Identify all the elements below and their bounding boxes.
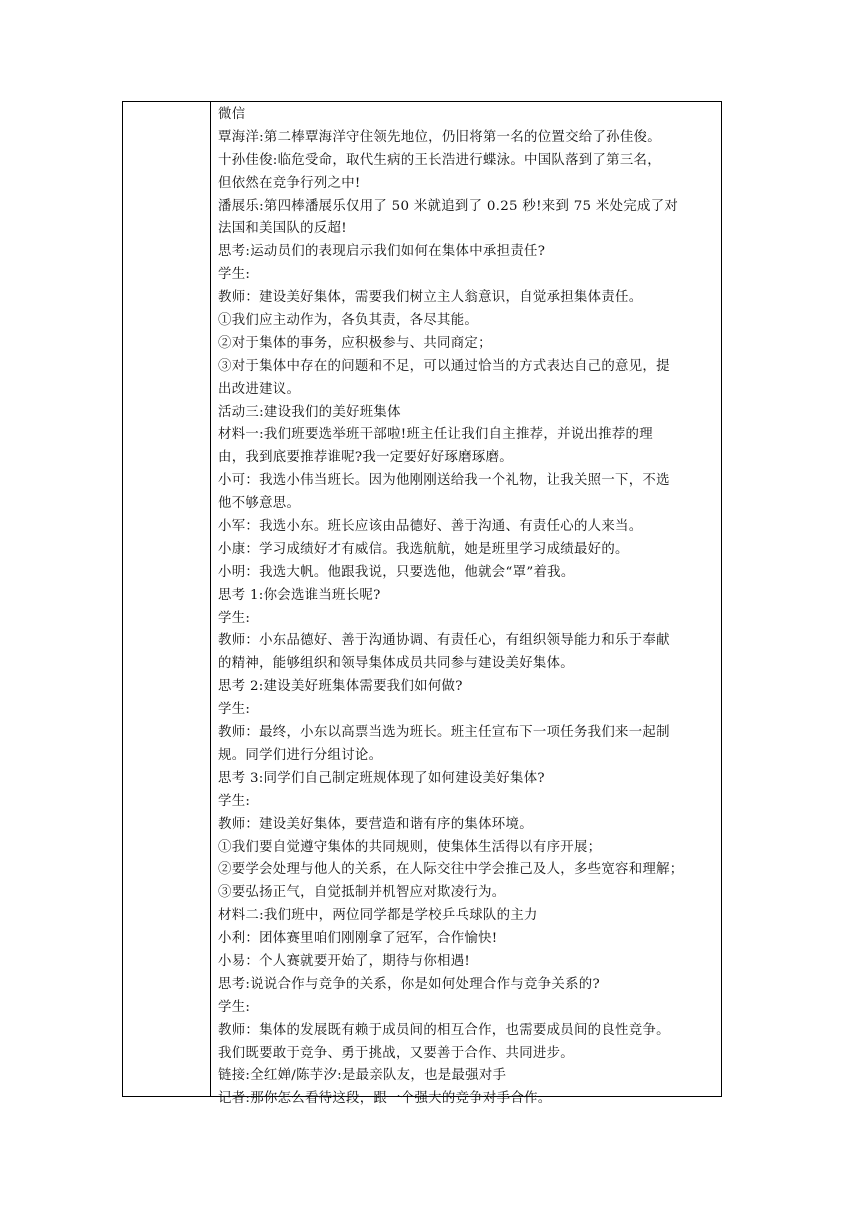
text-line: ②要学会处理与他人的关系，在人际交往中学会推己及人，多些宽容和理解； — [218, 862, 684, 878]
text-line: 学生: — [218, 793, 251, 809]
text-line: 小明：我选大帆。他跟我说，只要选他，他就会“罩”着我。 — [218, 564, 575, 580]
text-line: 思考 3:同学们自己制定班规体现了如何建设美好集体? — [218, 770, 545, 786]
text-line: 教师：集体的发展既有赖于成员间的相互合作，也需要成员间的良性竞争。 — [218, 1022, 670, 1038]
text-line: 他不够意思。 — [218, 496, 301, 512]
text-line: 教师：建设美好集体，要营造和谐有序的集体环境。 — [218, 816, 533, 832]
text-line: 思考 2:建设美好班集体需要我们如何做? — [218, 679, 463, 695]
text-line: 规。同学们进行分组讨论。 — [218, 747, 383, 763]
text-line: 活动三:建设我们的美好班集体 — [218, 404, 401, 420]
text-line: 思考:运动员们的表现启示我们如何在集体中承担责任? — [218, 244, 546, 260]
text-line: 材料一:我们班要选举班干部啦!班主任让我们自主推荐，并说出推荐的理 — [218, 427, 653, 443]
text-line: 法国和美国队的反超! — [218, 221, 347, 237]
text-line: 教师：小东品德好、善于沟通协调、有责任心，有组织领导能力和乐于奉献 — [218, 633, 670, 649]
text-line: 十孙佳俊:临危受命，取代生病的王长浩进行蝶泳。中国队落到了第三名， — [218, 152, 661, 168]
text-line: 小可：我选小伟当班长。因为他刚刚送给我一个礼物，让我关照一下，不选 — [218, 473, 670, 489]
text-line: 记者:那你怎么看待这段，跟一个强大的竞争对手合作。 — [218, 1091, 552, 1107]
text-line: ③要弘扬正气，自觉抵制并机智应对欺凌行为。 — [218, 885, 506, 901]
text-line: ①我们要自觉遵守集体的共同规则，使集体生活得以有序开展； — [218, 839, 602, 855]
text-line: 微信 — [218, 107, 246, 122]
table-left-cell — [123, 102, 211, 1096]
text-line: 学生: — [218, 610, 251, 626]
text-line: 潘展乐:第四棒潘展乐仅用了 50 米就追到了 0.25 秒!来到 75 米处完成了对 — [218, 198, 679, 214]
text-line: 由，我到底要推荐谁呢?我一定要好好琢磨琢磨。 — [218, 450, 513, 466]
text-line: 学生: — [218, 999, 251, 1015]
text-line: 出改进建议。 — [218, 381, 301, 397]
text-line: 小军：我选小东。班长应该由品德好、善于沟通、有责任心的人来当。 — [218, 519, 643, 535]
text-line: 覃海洋:第二棒覃海洋守住领先地位，仍旧将第一名的位置交给了孙佳俊。 — [218, 129, 661, 145]
text-line: 我们既要敢于竞争、勇于挑战，又要善于合作、共同进步。 — [218, 1045, 574, 1061]
text-line: 学生: — [218, 267, 251, 283]
text-line: 教师：最终，小东以高票当选为班长。班主任宣布下一项任务我们来一起制 — [218, 725, 670, 741]
text-line: ①我们应主动作为，各负其责，各尽其能。 — [218, 313, 479, 329]
text-line: 思考:说说合作与竞争的关系，你是如何处理合作与竞争关系的? — [218, 976, 600, 992]
text-line: 小康：学习成绩好才有威信。我选航航，她是班里学习成绩最好的。 — [218, 541, 629, 557]
text-line: ③对于集体中存在的问题和不足，可以通过恰当的方式表达自己的意见，提 — [218, 358, 670, 374]
lesson-table — [122, 101, 722, 1107]
text-line: 学生: — [218, 702, 251, 718]
text-line: 但依然在竞争行列之中! — [218, 175, 361, 191]
text-line: 小易：个人赛就要开始了，期待与你相遇! — [218, 953, 471, 969]
text-line: ②对于集体的事务，应积极参与、共同商定； — [218, 335, 492, 351]
text-line: 小利：团体赛里咱们刚刚拿了冠军，合作愉快! — [218, 931, 498, 947]
text-line: 材料二:我们班中，两位同学都是学校乒乓球队的主力 — [218, 908, 538, 924]
text-line: 的精神，能够组织和领导集体成员共同参与建设美好集体。 — [218, 656, 574, 672]
text-line: 教师：建设美好集体，需要我们树立主人翁意识，自觉承担集体责任。 — [218, 290, 643, 306]
text-line: 思考 1:你会选谁当班长呢? — [218, 587, 381, 603]
table-content-cell — [211, 102, 721, 1107]
text-line: 链接:全红婵/陈芋汐:是最亲队友，也是最强对手 — [218, 1068, 507, 1084]
